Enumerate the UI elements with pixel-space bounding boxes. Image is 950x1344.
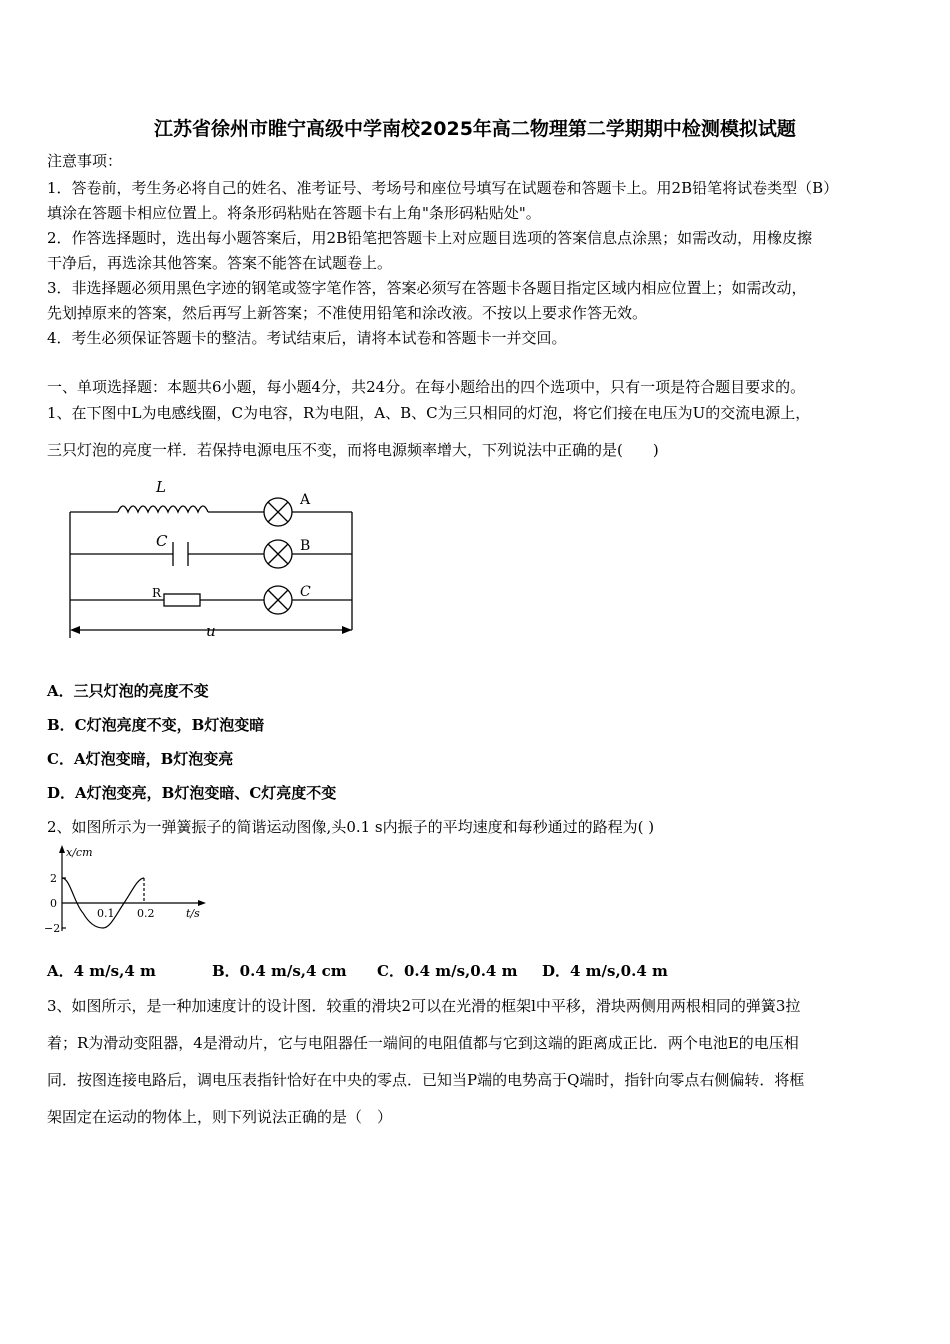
question-3-stem: 3、如图所示，是一种加速度计的设计图．较重的滑块2可以在光滑的框架l中平移，滑块两侧用两根相同的弹簧3拉 xyxy=(47,997,801,1015)
oscillation-graph xyxy=(40,843,210,938)
graph-x-tick: 0.1 xyxy=(97,907,115,920)
question-2-option-d: D．4 m/s,0.4 m xyxy=(542,962,668,980)
graph-x-label: t/s xyxy=(186,907,200,920)
resistor-label: R xyxy=(152,586,162,600)
lamp-b-label: B xyxy=(300,538,311,554)
graph-y-tick: 2 xyxy=(50,872,57,885)
graph-y-tick: 0 xyxy=(50,897,57,910)
question-2-option-a: A．4 m/s,4 m xyxy=(47,962,156,980)
page-title: 江苏省徐州市睢宁高级中学南校2025年高二物理第二学期期中检测模拟试题 xyxy=(154,118,796,140)
question-1-option-c: C．A灯泡变暗，B灯泡变亮 xyxy=(47,750,234,768)
notice-line: 1．答卷前，考生务必将自己的姓名、准考证号、考场号和座位号填写在试题卷和答题卡上。用2B铅笔将试卷类型（B） xyxy=(47,179,839,197)
notice-line: 先划掉原来的答案，然后再写上新答案；不准使用铅笔和涂改液。不按以上要求作答无效。 xyxy=(47,304,648,322)
graph-y-label: x/cm xyxy=(66,846,93,859)
question-1-stem: 三只灯泡的亮度一样．若保持电源电压不变，而将电源频率增大，下列说法中正确的是( ) xyxy=(47,441,659,459)
lamp-c-label: C xyxy=(300,584,311,600)
question-1-option-d: D．A灯泡变亮，B灯泡变暗、C灯亮度不变 xyxy=(47,784,337,802)
notice-line: 干净后，再选涂其他答案。答案不能答在试题卷上。 xyxy=(47,254,393,272)
section-heading: 一、单项选择题：本题共6小题，每小题4分，共24分。在每小题给出的四个选项中，只有一项是符合题目要求的。 xyxy=(47,378,806,396)
question-1-stem: 1、在下图中L为电感线圈，C为电容，R为电阻，A、B、C为三只相同的灯泡，将它们接在电压为U的交流电源上， xyxy=(47,404,811,422)
notice-line: 填涂在答题卡相应位置上。将条形码粘贴在答题卡右上角"条形码粘贴处"。 xyxy=(47,204,541,222)
question-2-option-b: B．0.4 m/s,4 cm xyxy=(212,962,347,980)
notice-line: 2．作答选择题时，选出每小题答案后，用2B铅笔把答题卡上对应题目选项的答案信息点涂黑；如需改动，用橡皮擦 xyxy=(47,229,813,247)
inductor-label: L xyxy=(156,478,166,496)
graph-x-tick: 0.2 xyxy=(137,907,155,920)
question-3-stem: 同．按图连接电路后，调电压表指针恰好在中央的零点．已知当P端的电势高于Q端时，指针向零点右侧偏转．将框 xyxy=(47,1071,805,1089)
graph-y-tick: −2 xyxy=(44,922,61,935)
capacitor-label: C xyxy=(156,532,168,550)
question-2-stem: 2、如图所示为一弹簧振子的简谐运动图像,头0.1 s内振子的平均速度和每秒通过的路程为( ) xyxy=(47,818,655,836)
notice-line: 4．考生必须保证答题卡的整洁。考试结束后，请将本试卷和答题卡一并交回。 xyxy=(47,329,567,347)
voltage-label: u xyxy=(206,622,216,640)
notice-heading: 注意事项： xyxy=(47,152,123,170)
question-1-option-b: B．C灯泡亮度不变，B灯泡变暗 xyxy=(47,716,265,734)
circuit-diagram xyxy=(60,470,370,645)
lamp-a-label: A xyxy=(300,492,311,508)
question-2-option-c: C．0.4 m/s,0.4 m xyxy=(377,962,518,980)
question-3-stem: 着；R为滑动变阻器，4是滑动片，它与电阻器任一端间的电阻值都与它到这端的距离成正比．两个电池E的电压相 xyxy=(47,1034,799,1052)
question-3-stem: 架固定在运动的物体上，则下列说法正确的是（ ） xyxy=(47,1108,393,1126)
notice-line: 3．非选择题必须用黑色字迹的钢笔或签字笔作答，答案必须写在答题卡各题目指定区域内相应位置上；如需改动， xyxy=(47,279,807,297)
question-1-option-a: A．三只灯泡的亮度不变 xyxy=(47,682,209,700)
